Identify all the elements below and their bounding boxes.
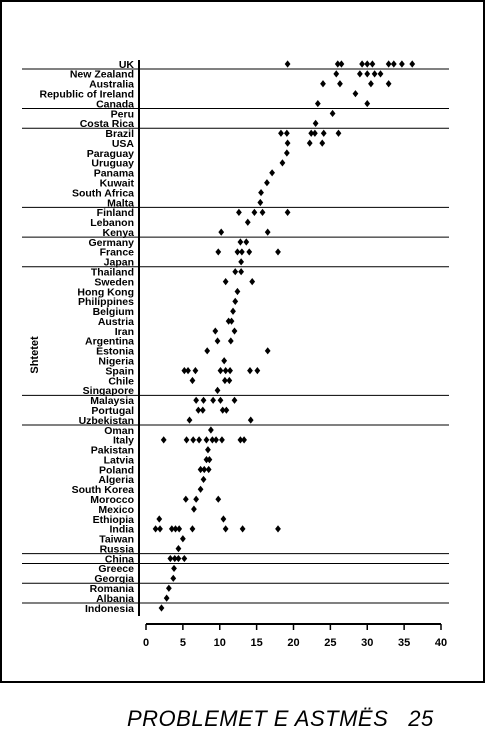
data-point-malaysia-3 [210, 397, 216, 404]
data-point-albania-1 [164, 595, 170, 602]
country-label-usa: USA [111, 137, 134, 150]
data-point-italy-3 [190, 436, 196, 443]
x-tick-label-15: 15 [250, 637, 263, 649]
data-point-greece-1 [171, 565, 177, 572]
data-point-latvia-2 [207, 456, 213, 463]
country-label-mexico: Mexico [98, 503, 134, 516]
data-point-new-zealand-5 [378, 70, 384, 77]
data-point-australia-4 [386, 80, 392, 87]
country-label-malaysia: Malaysia [90, 395, 134, 408]
country-label-portugal: Portugal [91, 404, 134, 417]
data-point-paraguay-1 [284, 149, 290, 156]
data-point-estonia-2 [265, 347, 271, 354]
country-label-china: China [104, 553, 134, 566]
country-label-chile: Chile [108, 375, 134, 388]
data-point-canada-2 [364, 100, 370, 107]
data-point-uk-1 [285, 60, 291, 67]
data-point-hong-kong-1 [235, 288, 241, 295]
data-point-ethiopia-1 [156, 515, 162, 522]
data-point-uk-5 [364, 60, 370, 67]
country-label-albania: Albania [96, 592, 134, 605]
country-label-uruguay: Uruguay [91, 157, 134, 170]
data-point-pakistan-1 [205, 446, 211, 453]
country-label-india: India [109, 523, 134, 536]
country-label-south-africa: South Africa [71, 187, 134, 200]
data-point-uk-6 [370, 60, 376, 67]
data-point-uzbekistan-1 [187, 416, 193, 423]
country-label-france: France [99, 246, 134, 259]
data-point-romania-1 [166, 585, 172, 592]
country-label-finland: Finland [96, 207, 134, 220]
data-point-italy-10 [241, 436, 247, 443]
data-point-ethiopia-2 [221, 515, 227, 522]
data-point-kenya-1 [218, 229, 224, 236]
country-label-peru: Peru [110, 108, 134, 121]
country-label-iran: Iran [114, 325, 134, 338]
data-point-uk-8 [391, 60, 397, 67]
data-point-uk-9 [399, 60, 405, 67]
country-label-malta: Malta [107, 197, 134, 210]
country-label-pakistan: Pakistan [90, 444, 134, 457]
data-point-portugal-4 [224, 407, 230, 414]
country-label-uzbekistan: Uzbekistan [78, 414, 134, 427]
data-point-india-8 [240, 525, 246, 532]
data-point-poland-3 [206, 466, 212, 473]
country-label-latvia: Latvia [103, 454, 134, 467]
data-point-france-4 [246, 248, 252, 255]
x-tick-label-35: 35 [398, 637, 411, 649]
x-tick-label-0: 0 [142, 637, 150, 649]
data-points [153, 60, 415, 611]
data-point-italy-1 [161, 436, 167, 443]
data-point-usa-1 [285, 140, 291, 147]
data-point-oman-1 [208, 426, 214, 433]
data-point-malaysia-4 [218, 397, 224, 404]
data-point-belgium-1 [230, 308, 236, 315]
data-point-south-korea-1 [198, 486, 204, 493]
country-label-morocco: Morocco [90, 494, 134, 506]
data-point-spain-8 [254, 367, 260, 374]
country-label-italy: Italy [112, 434, 134, 447]
country-label-estonia: Estonia [96, 345, 134, 358]
data-point-china-3 [176, 555, 182, 562]
country-label-uk: UK [118, 58, 134, 71]
country-label-japan: Japan [103, 256, 134, 269]
data-point-malaysia-1 [193, 397, 199, 404]
data-point-new-zealand-2 [357, 70, 363, 77]
data-point-spain-4 [218, 367, 224, 374]
data-point-france-1 [215, 248, 221, 255]
data-point-france-5 [275, 248, 281, 255]
data-point-chile-3 [226, 377, 232, 384]
data-point-india-5 [176, 525, 182, 532]
data-point-algeria-1 [201, 476, 207, 483]
data-point-brazil-2 [284, 130, 290, 137]
country-label-republic-of-ireland: Republic of Ireland [39, 88, 134, 101]
data-point-brazil-6 [336, 130, 342, 137]
data-point-sweden-2 [249, 278, 255, 285]
x-tick-label-30: 30 [361, 637, 374, 649]
data-point-india-9 [275, 525, 281, 532]
data-point-uk-3 [339, 60, 345, 67]
country-label-georgia: Georgia [94, 573, 134, 586]
country-label-algeria: Algeria [98, 474, 134, 487]
country-label-poland: Poland [98, 464, 134, 477]
country-label-nigeria: Nigeria [98, 355, 134, 368]
data-point-finland-3 [260, 209, 266, 216]
country-label-brazil: Brazil [105, 128, 134, 141]
data-point-uk-7 [386, 60, 392, 67]
data-point-morocco-1 [183, 496, 189, 503]
data-point-germany-2 [243, 238, 249, 245]
country-label-oman: Oman [104, 424, 134, 437]
x-axis [143, 624, 447, 649]
data-point-uk-10 [409, 60, 415, 67]
country-label-panama: Panama [93, 167, 134, 180]
country-label-philippines: Philippines [77, 296, 134, 309]
country-label-costa-rica: Costa Rica [79, 118, 134, 131]
data-point-argentina-1 [215, 337, 221, 344]
data-point-peru-1 [330, 110, 336, 117]
data-point-taiwan-1 [180, 535, 186, 542]
data-point-finland-2 [252, 209, 258, 216]
data-point-australia-3 [368, 80, 374, 87]
x-tick-label-20: 20 [287, 637, 300, 649]
data-point-chile-1 [190, 377, 196, 384]
data-point-mexico-1 [191, 505, 197, 512]
data-point-china-4 [181, 555, 187, 562]
data-point-thailand-2 [238, 268, 244, 275]
data-point-georgia-1 [170, 575, 176, 582]
data-point-italy-4 [196, 436, 202, 443]
country-label-spain: Spain [105, 365, 134, 378]
data-point-uk-4 [359, 60, 365, 67]
data-point-italy-8 [219, 436, 225, 443]
data-point-russia-1 [176, 545, 182, 552]
data-point-lebanon-1 [245, 219, 251, 226]
country-label-taiwan: Taiwan [99, 533, 134, 546]
footer-title: PROBLEMET E ASTMËS [127, 706, 389, 731]
country-label-singapore: Singapore [82, 385, 134, 398]
country-label-germany: Germany [88, 236, 134, 249]
country-label-new-zealand: New Zealand [69, 68, 134, 81]
page-footer [127, 706, 477, 730]
data-point-india-6 [190, 525, 196, 532]
y-axis-title: Shtetet [29, 336, 41, 374]
data-point-spain-7 [247, 367, 253, 374]
country-labels [39, 59, 134, 615]
data-point-panama-1 [269, 169, 275, 176]
data-point-new-zealand-4 [372, 70, 378, 77]
data-point-brazil-4 [312, 130, 318, 137]
data-point-japan-1 [238, 258, 244, 265]
data-point-kuwait-1 [264, 179, 270, 186]
country-label-kuwait: Kuwait [99, 177, 134, 190]
country-label-belgium: Belgium [92, 306, 134, 319]
data-point-morocco-3 [215, 496, 221, 503]
country-label-austria: Austria [97, 315, 134, 328]
country-label-ethiopia: Ethiopia [92, 513, 134, 526]
data-point-canada-1 [315, 100, 321, 107]
data-point-iran-2 [232, 327, 238, 334]
data-point-uruguay-1 [280, 159, 286, 166]
data-point-south-africa-1 [258, 189, 264, 196]
data-point-argentina-2 [228, 337, 234, 344]
country-label-indonesia: Indonesia [84, 602, 134, 615]
data-point-austria-2 [229, 318, 235, 325]
data-point-australia-1 [320, 80, 326, 87]
country-label-sweden: Sweden [94, 276, 134, 289]
country-label-lebanon: Lebanon [90, 217, 134, 230]
data-point-philippines-1 [232, 298, 238, 305]
x-tick-label-25: 25 [324, 637, 337, 649]
data-point-india-2 [157, 525, 163, 532]
data-point-iran-1 [212, 327, 218, 334]
data-point-nigeria-1 [221, 357, 227, 364]
data-point-kenya-2 [265, 229, 271, 236]
data-point-thailand-1 [232, 268, 238, 275]
data-point-costa-rica-1 [313, 120, 319, 127]
x-tick-label-10: 10 [213, 637, 226, 649]
data-point-germany-1 [238, 238, 244, 245]
data-point-brazil-1 [278, 130, 284, 137]
data-point-new-zealand-1 [333, 70, 339, 77]
page-number: 25 [408, 706, 434, 731]
data-point-spain-6 [227, 367, 233, 374]
data-point-finland-1 [236, 209, 242, 216]
data-point-indonesia-1 [159, 604, 165, 611]
data-point-usa-2 [307, 140, 313, 147]
data-point-italy-7 [213, 436, 219, 443]
data-point-italy-2 [184, 436, 190, 443]
data-point-portugal-2 [200, 407, 206, 414]
data-point-italy-5 [204, 436, 210, 443]
data-point-usa-3 [319, 140, 325, 147]
data-point-spain-2 [185, 367, 191, 374]
data-point-brazil-5 [321, 130, 327, 137]
country-label-paraguay: Paraguay [86, 147, 134, 160]
country-label-canada: Canada [96, 98, 134, 111]
data-point-australia-2 [337, 80, 343, 87]
data-point-republic-of-ireland-1 [353, 90, 359, 97]
data-point-new-zealand-3 [364, 70, 370, 77]
data-point-india-7 [223, 525, 229, 532]
data-point-malaysia-5 [232, 397, 238, 404]
country-label-thailand: Thailand [90, 266, 134, 279]
country-label-kenya: Kenya [102, 226, 134, 239]
data-point-spain-3 [193, 367, 199, 374]
data-point-malta-1 [257, 199, 263, 206]
data-point-estonia-1 [204, 347, 210, 354]
country-label-argentina: Argentina [84, 335, 134, 348]
x-tick-label-40: 40 [434, 637, 448, 649]
x-tick-label-5: 5 [179, 637, 186, 649]
country-label-russia: Russia [99, 543, 134, 556]
data-point-finland-4 [285, 209, 291, 216]
data-point-uzbekistan-2 [248, 416, 254, 423]
country-label-south-korea: South Korea [71, 484, 134, 497]
data-point-singapore-1 [215, 387, 221, 394]
data-point-malaysia-2 [201, 397, 207, 404]
country-label-hong-kong: Hong Kong [77, 286, 134, 299]
data-point-sweden-1 [223, 278, 229, 285]
country-label-greece: Greece [98, 563, 134, 576]
data-point-morocco-2 [193, 496, 199, 503]
country-label-romania: Romania [89, 583, 134, 596]
data-point-france-3 [239, 248, 245, 255]
country-label-australia: Australia [89, 78, 134, 91]
